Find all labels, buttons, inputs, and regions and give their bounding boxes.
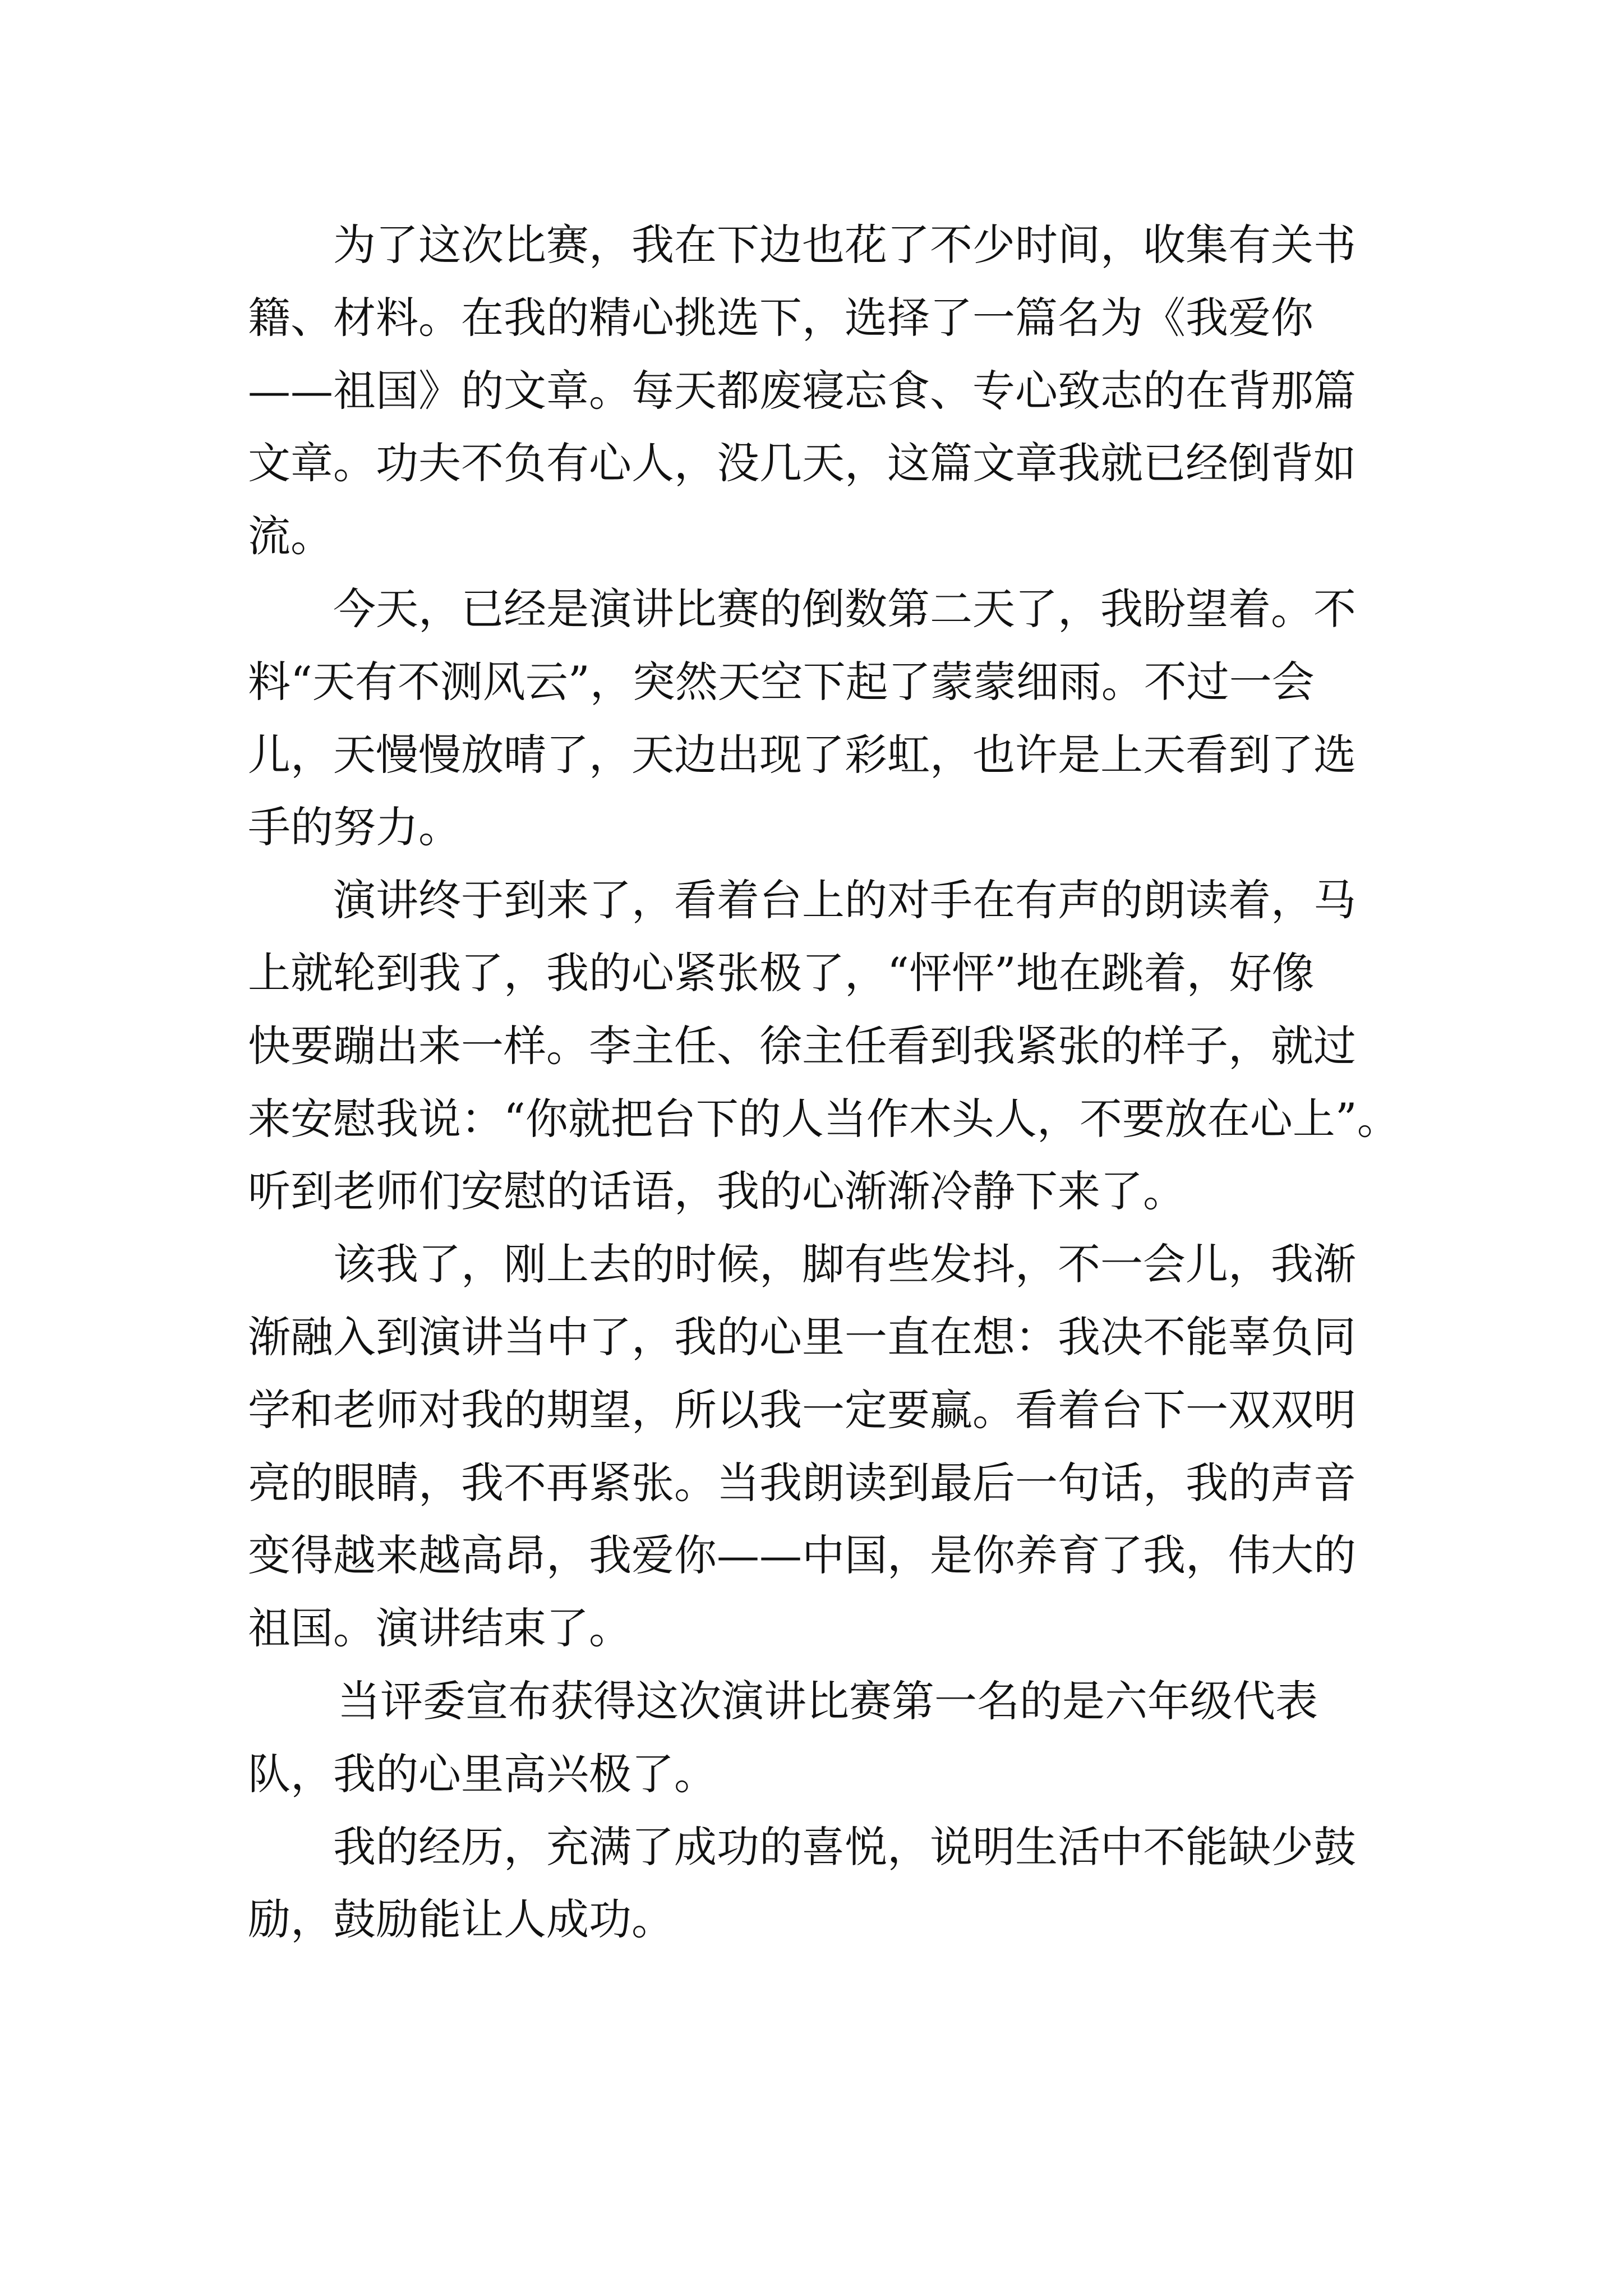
text-line: 该我了，刚上去的时候，脚有些发抖，不一会儿，我渐 xyxy=(333,1239,1356,1290)
text-line: 儿，天慢慢放晴了，天边出现了彩虹，也许是上天看到了选 xyxy=(248,729,1356,780)
text-line: 学和老师对我的期望，所以我一定要赢。看着台下一双双明 xyxy=(248,1384,1356,1435)
text-line: 队，我的心里高兴极了。 xyxy=(248,1749,717,1799)
text-line: 为了这次比赛，我在下边也花了不少时间，收集有关书 xyxy=(333,220,1356,270)
text-line: 祖国。演讲结束了。 xyxy=(248,1603,631,1654)
paragraph-4 xyxy=(248,1228,1442,1665)
paragraph-1 xyxy=(248,209,1442,573)
text-line: 变得越来越高昂，我爱你——中国，是你养育了我，伟大的 xyxy=(248,1530,1356,1581)
text-line: 籍、材料。在我的精心挑选下，选择了一篇名为《我爱你 xyxy=(248,292,1313,343)
paragraph-6 xyxy=(248,1811,1442,1957)
text-line: 料“天有不测风云”，突然天空下起了蒙蒙细雨。不过一会 xyxy=(248,656,1315,707)
paragraph-5 xyxy=(248,1665,1442,1811)
text-line: 快要蹦出来一样。李主任、徐主任看到我紧张的样子，就过 xyxy=(248,1020,1356,1071)
text-line: 渐融入到演讲当中了，我的心里一直在想：我决不能辜负同 xyxy=(248,1312,1356,1362)
text-line: 我的经历，充满了成功的喜悦，说明生活中不能缺少鼓 xyxy=(333,1821,1356,1872)
paragraph-2 xyxy=(248,573,1442,864)
text-line: 流。 xyxy=(248,511,333,562)
text-line: 来安慰我说：“你就把台下的人当作木头人，不要放在心上”。 xyxy=(248,1093,1400,1144)
text-line: 亮的眼睛，我不再紧张。当我朗读到最后一句话，我的声音 xyxy=(248,1457,1356,1508)
text-line: ——祖国》的文章。每天都废寝忘食、专心致志的在背那篇 xyxy=(248,365,1356,416)
essay-body xyxy=(248,209,1442,1956)
paragraph-3 xyxy=(248,864,1442,1228)
text-line: 今天，已经是演讲比赛的倒数第二天了，我盼望着。不 xyxy=(333,583,1356,634)
text-line: 演讲终于到来了，看着台上的对手在有声的朗读着，马 xyxy=(333,875,1356,926)
text-line: 上就轮到我了，我的心紧张极了，“怦怦”地在跳着，好像 xyxy=(248,947,1315,998)
text-line: 当评委宣布获得这次演讲比赛第一名的是六年级代表 xyxy=(338,1676,1318,1726)
text-line: 听到老师们安慰的话语，我的心渐渐冷静下来了。 xyxy=(248,1166,1186,1217)
text-line: 手的努力。 xyxy=(248,802,461,853)
text-line: 励，鼓励能让人成功。 xyxy=(248,1894,674,1945)
text-line: 文章。功夫不负有心人，没几天，这篇文章我就已经倒背如 xyxy=(248,438,1356,489)
